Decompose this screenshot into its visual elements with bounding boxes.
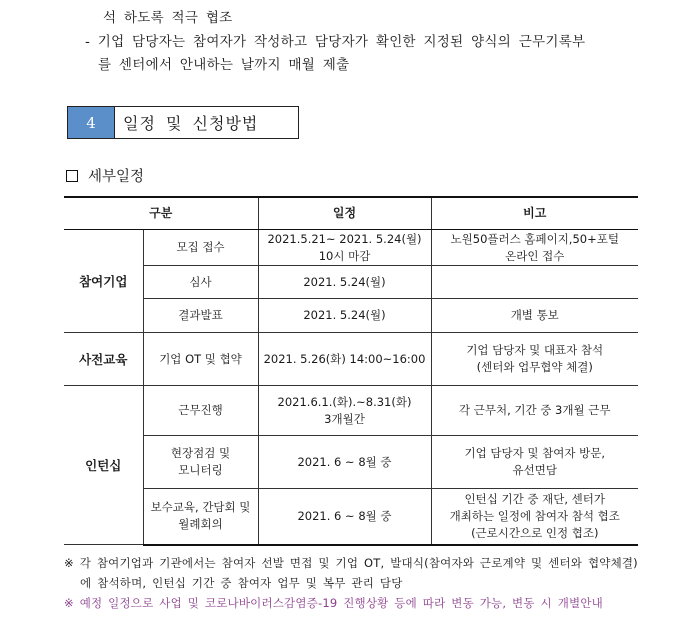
table-row: [64, 489, 638, 545]
remarks-line: (근로시간으로 인정 협조): [471, 525, 599, 540]
remarks-cell: [431, 436, 638, 489]
schedule-table: [64, 196, 638, 546]
item-cell: [143, 489, 258, 545]
item-cell: 모집 접수: [143, 230, 258, 266]
schedule-cell: 2021. 5.26(화) 14:00~16:00: [258, 333, 431, 386]
note-1-line-2: 에 참석하며, 인턴십 기간 중 참여자 업무 및 복무 관리 담당: [80, 576, 403, 590]
subheading: [66, 165, 144, 186]
section-heading: [67, 106, 299, 139]
remarks-line: 인턴십 기간 중 재단, 센터가: [464, 491, 605, 506]
header-schedule: 일정: [258, 197, 431, 230]
section-title: 일정 및 신청방법: [123, 114, 259, 133]
remarks-cell: [431, 266, 638, 299]
item-cell: 심사: [143, 266, 258, 299]
item-line: 보수교육, 간담회 및: [150, 500, 251, 515]
table-header-row: [64, 197, 638, 230]
remarks-line: 유선면담: [512, 463, 557, 477]
schedule-cell: [258, 386, 431, 436]
remarks-line: 기업 담당자 및 참여자 방문,: [464, 446, 605, 460]
schedule-line: 2021.5.21~ 2021. 5.24(월): [267, 231, 422, 246]
item-cell: [143, 436, 258, 489]
group-label: 참여기업: [64, 230, 143, 333]
remarks-line: 온라인 접수: [505, 248, 565, 263]
table-row: [64, 333, 638, 386]
schedule-cell: 2021. 6 ~ 8월 중: [258, 436, 431, 489]
header-category: 구분: [64, 197, 258, 230]
group-label: 사전교육: [64, 333, 143, 386]
remarks-cell: [431, 489, 638, 545]
remarks-line: 개최하는 일정에 참여자 참석 협조: [449, 508, 620, 523]
remarks-cell: 각 근무처, 기간 중 3개월 근무: [431, 386, 638, 436]
table-row: [64, 230, 638, 266]
remarks-cell: 개별 통보: [431, 299, 638, 333]
table-row: [64, 436, 638, 489]
remarks-line: 노원50플러스 홈페이지,50+포털: [450, 231, 619, 246]
item-line: 모니터링: [178, 463, 223, 477]
schedule-line: 10시 마감: [318, 248, 371, 263]
schedule-line: 3개월간: [324, 411, 365, 426]
table-row: [64, 386, 638, 436]
note-2: ※ 예정 일정으로 사업 및 코로나바이러스감염증-19 진행상황 등에 따라 변동 가능, 변동 시 개별안내: [64, 596, 603, 610]
remarks-line: 기업 담당자 및 대표자 참석: [466, 343, 604, 357]
intro-line-2: - 기업 담당자는 참여자가 작성하고 담당자가 확인한 지정된 양식의 근무기록부: [85, 34, 586, 50]
item-line: 월례회의: [178, 517, 223, 532]
group-label: 인턴십: [64, 386, 143, 545]
schedule-cell: [258, 230, 431, 266]
note-1-line-1: ※ 각 참여기업과 기관에서는 참여자 선발 면접 및 기업 OT, 발대식(참여자와 근로계약 및 센터와 협약체결): [64, 556, 638, 570]
intro-line-3: 를 센터에서 안내하는 날까지 매월 제출: [98, 57, 350, 73]
checkbox-icon: [66, 170, 78, 182]
header-remarks: 비고: [431, 197, 638, 230]
schedule-cell: 2021. 5.24(월): [258, 299, 431, 333]
schedule-cell: 2021. 5.24(월): [258, 266, 431, 299]
item-cell: 근무진행: [143, 386, 258, 436]
remarks-line: (센터와 업무협약 체결): [476, 360, 593, 374]
table-row: [64, 299, 638, 333]
item-cell: 기업 OT 및 협약: [143, 333, 258, 386]
schedule-cell: 2021. 6 ~ 8월 중: [258, 489, 431, 545]
item-line: 현장점검 및: [170, 446, 231, 460]
item-cell: 결과발표: [143, 299, 258, 333]
remarks-cell: [431, 230, 638, 266]
intro-line-1: 석 하도록 적극 협조: [103, 10, 233, 26]
subheading-label: 세부일정: [88, 169, 145, 185]
remarks-cell: [431, 333, 638, 386]
section-number: 4: [68, 107, 115, 138]
schedule-line: 2021.6.1.(화).~8.31(화): [277, 394, 412, 409]
table-row: [64, 266, 638, 299]
